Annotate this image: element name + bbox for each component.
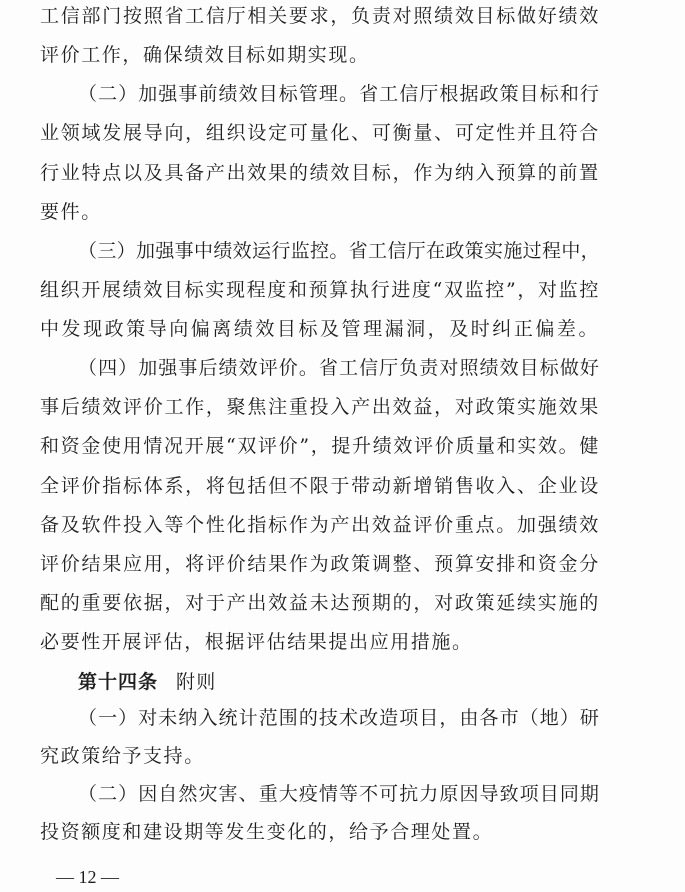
paragraph-start-line: （一）对未纳入统计范围的技术改造项目，由各市（地）研 bbox=[78, 707, 600, 729]
text-line: 全评价指标体系，将包括但不限于带动新增销售收入、企业设 bbox=[40, 474, 600, 497]
page-number: — 12 — bbox=[56, 867, 119, 887]
paragraph-start-line: （四）加强事后绩效评价。省工信厅负责对照绩效目标做好 bbox=[78, 357, 600, 380]
text-line: 评价结果应用，将评价结果作为政策调整、预算安排和资金分 bbox=[40, 552, 600, 575]
article-heading bbox=[78, 670, 216, 694]
text-line: 要件。 bbox=[40, 200, 102, 223]
text-line: 备及软件投入等个性化指标作为产出效益评价重点。加强绩效 bbox=[40, 513, 600, 536]
article-title: 附则 bbox=[176, 671, 217, 693]
text-line: 行业特点以及具备产出效果的绩效目标，作为纳入预算的前置 bbox=[40, 161, 600, 184]
paragraph-start-line: （三）加强事中绩效运行监控。省工信厅在政策实施过程中， bbox=[78, 239, 600, 262]
text-line: 组织开展绩效目标实现程度和预算执行进度“双监控”，对监控 bbox=[40, 278, 600, 301]
text-line: 究政策给予支持。 bbox=[40, 745, 205, 767]
text-line: 投资额度和建设期等发生变化的，给予合理处置。 bbox=[40, 821, 494, 843]
text-line: 业领域发展导向，组织设定可量化、可衡量、可定性并且符合 bbox=[40, 122, 600, 145]
text-line: 配的重要依据，对于产出效益未达预期的，对政策延续实施的 bbox=[40, 591, 600, 614]
paragraph-start-line: （二）加强事前绩效目标管理。省工信厅根据政策目标和行 bbox=[78, 83, 600, 106]
text-line: 事后绩效评价工作，聚焦注重投入产出效益，对政策实施效果 bbox=[40, 396, 600, 419]
text-line: 工信部门按照省工信厅相关要求，负责对照绩效目标做好绩效 bbox=[40, 5, 600, 27]
paragraph-start-line: （二）因自然灾害、重大疫情等不可抗力原因导致项目同期 bbox=[78, 783, 600, 805]
text-line: 中发现政策导向偏离绩效目标及管理漏洞，及时纠正偏差。 bbox=[40, 318, 600, 340]
text-line: 必要性开展评估，根据评估结果提出应用措施。 bbox=[40, 631, 473, 653]
article-number: 第十四条 bbox=[78, 671, 159, 693]
text-line: 评价工作，确保绩效目标如期实现。 bbox=[40, 44, 370, 67]
text-line: 和资金使用情况开展“双评价”，提升绩效评价质量和实效。健 bbox=[40, 435, 600, 458]
